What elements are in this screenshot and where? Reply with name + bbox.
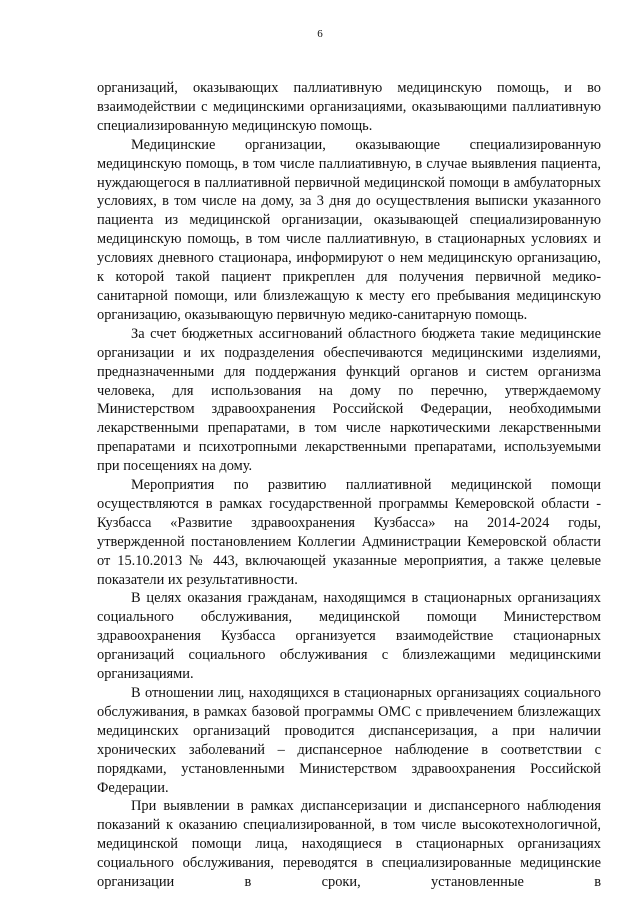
document-body xyxy=(97,79,601,892)
paragraph-specialized-care-notification: Медицинские организации, оказывающие специализированную медицинскую помощь, в том числе паллиативную, в случае выявления пациента, нуждающегося в паллиативной первичной медицинской помощи в амбулаторных условиях, в том числе на дому, за 3 дня до осуществления выписки указанного пациента из медицинской организации, оказывающей специализированную медицинскую помощь, в том числе паллиативную, в стационарных условиях и условиях дневного стационара, информируют о нем медицинскую организацию, к которой такой пациент прикреплен для получения первичной медико-санитарной помощи, или близлежащую к месту его пребывания медицинскую организацию, оказывающую первичную медико-санитарную помощь. xyxy=(97,136,601,323)
paragraph-transfer-specialized: При выявлении в рамках диспансеризации и диспансерного наблюдения показаний к оказанию специализированной, в том числе высокотехнологичной, медицинской помощи лица, находящиеся в стационарных организациях социального обслуживания, переводятся в специализированные медицинские организации в сроки, установленные в xyxy=(97,798,601,891)
paragraph-state-program: Мероприятия по развитию паллиативной медицинской помощи осуществляются в рамках государственной программы Кемеровской области - Кузбасса «Развитие здравоохранения Кузбасса» на 2014-2024 годы, утвержденной постановлением Коллегии Администрации Кемеровской области от 15.10.2013 № 443, включающей указанные мероприятия, а также целевые показатели их результативности. xyxy=(97,477,601,588)
page-number: 6 xyxy=(317,28,323,40)
paragraph-regional-budget-funding: За счет бюджетных ассигнований областного бюджета такие медицинские организации и их подразделения обеспечиваются медицинскими изделиями, предназначенными для поддержания функций органов и систем организма человека, для использования на дому по перечню, утверждаемому Министерством здравоохранения Российской Федерации, необходимыми лекарственными препаратами, в том числе наркотическими лекарственными препаратами и психотропными лекарственными препаратами, используемыми при посещениях на дому. xyxy=(97,325,601,475)
paragraph-dispensarization: В отношении лиц, находящихся в стационарных организациях социального обслуживания, в рамках базовой программы ОМС с привлечением близлежащих медицинских организаций проводится диспансеризация, а при наличии хронических заболеваний – диспансерное наблюдение в соответствии с порядками, установленными Министерством здравоохранения Российской Федерации. xyxy=(97,685,601,796)
paragraph-social-service-interaction: В целях оказания гражданам, находящимся в стационарных организациях социального обслуживания, медицинской помощи Министерством здравоохранения Кузбасса организуется взаимодействие стационарных организаций социального обслуживания с близлежащими медицинскими организациями. xyxy=(97,590,601,683)
paragraph-continuation: организаций, оказывающих паллиативную медицинскую помощь, и во взаимодействии с медицинскими организациями, оказывающими паллиативную специализированную медицинскую помощь. xyxy=(97,80,601,134)
